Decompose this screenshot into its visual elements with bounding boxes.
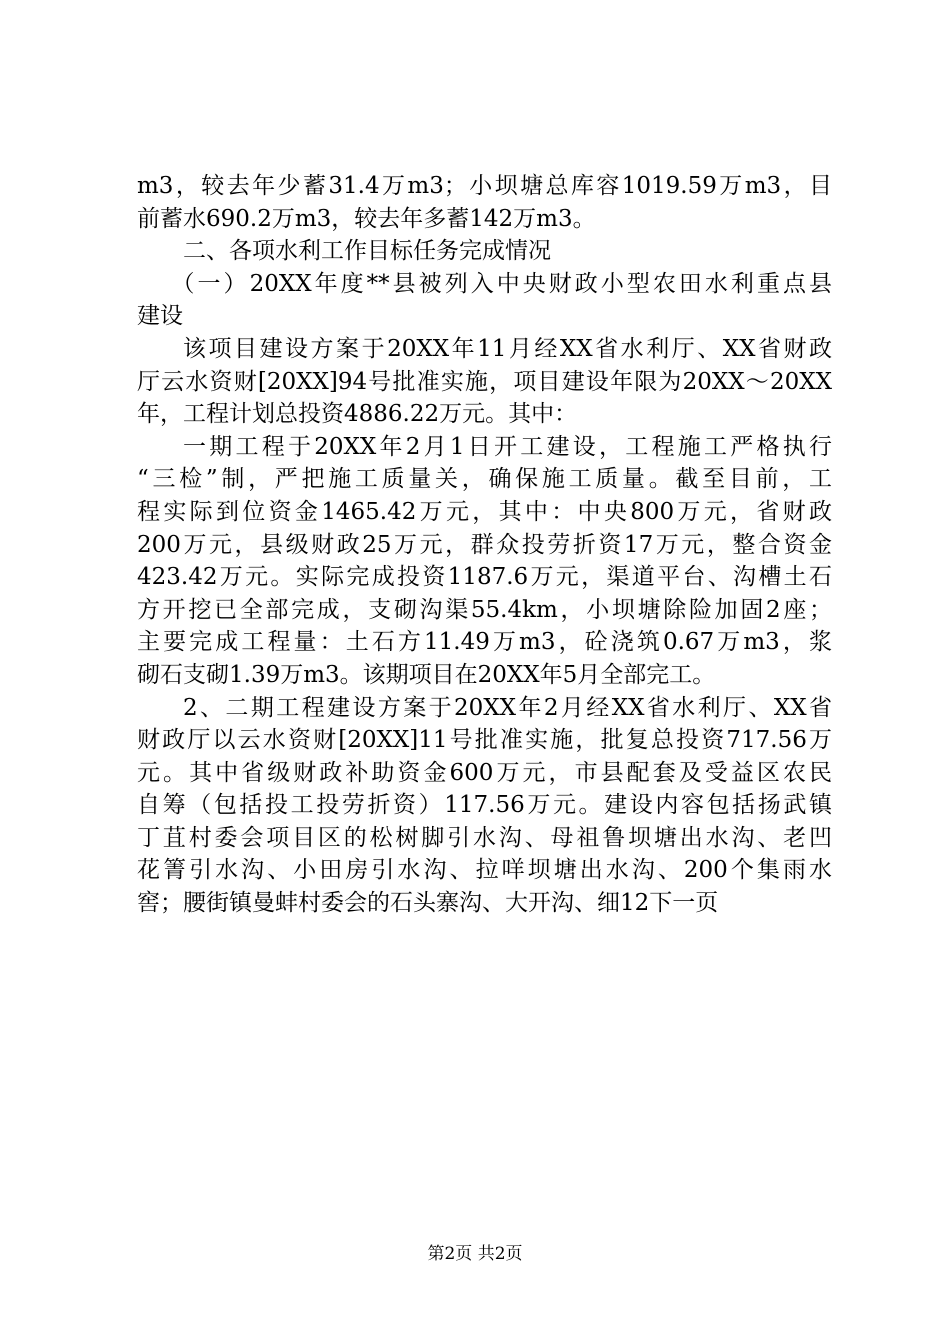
text-line: 财政厅以云水资财[20XX]11号批准实施，批复总投资717.56万 [137, 727, 832, 754]
text-line: 花箐引水沟、小田房引水沟、拉咩坝塘出水沟、200个集雨水 [137, 857, 832, 884]
text-line: 主要完成工程量：土石方11.49万m3，砼浇筑0.67万m3，浆 [137, 629, 832, 656]
text-line: 方开挖已全部完成，支砌沟渠55.4km，小坝塘除险加固2座； [137, 596, 832, 623]
text-line: 厅云水资财[20XX]94号批准实施，项目建设年限为20XX～20XX [137, 368, 832, 395]
text-line: 自筹（包括投工投劳折资）117.56万元。建设内容包括扬武镇 [137, 792, 832, 819]
text-line: 丁苴村委会项目区的松树脚引水沟、母祖鲁坝塘出水沟、老凹 [137, 824, 832, 851]
text-line: 程实际到位资金1465.42万元，其中：中央800万元，省财政 [137, 498, 832, 525]
text-line: 砌石支砌1.39万m3。该期项目在20XX年5月全部完工。 [137, 661, 716, 688]
text-line: 元。其中省级财政补助资金600万元，市县配套及受益区农民 [137, 759, 832, 786]
text-line: 2、二期工程建设方案于20XX年2月经XX省水利厅、XX省 [183, 694, 832, 721]
text-line: 200万元，县级财政25万元，群众投劳折资17万元，整合资金 [137, 531, 832, 558]
text-line: 423.42万元。实际完成投资1187.6万元，渠道平台、沟槽土石 [137, 564, 832, 591]
text-line: 前蓄水690.2万m3，较去年多蓄142万m3。 [137, 205, 596, 232]
text-line: 该项目建设方案于20XX年11月经XX省水利厅、XX省财政 [183, 335, 832, 362]
page-footer: 第2页 共2页 [427, 1244, 523, 1264]
text-line: 建设 [137, 303, 183, 330]
text-line: （一）20XX年度**县被列入中央财政小型农田水利重点县 [171, 270, 832, 297]
text-line: 窖；腰街镇曼蚌村委会的石头寨沟、大开沟、细12下一页 [137, 890, 719, 917]
document-body [137, 170, 832, 920]
text-line: “三检”制，严把施工质量关，确保施工质量。截至目前，工 [137, 466, 832, 493]
text-line: 一期工程于20XX年2月1日开工建设，工程施工严格执行 [183, 433, 832, 460]
text-line: 二、各项水利工作目标任务完成情况 [183, 238, 551, 265]
text-line: 年，工程计划总投资4886.22万元。其中： [137, 401, 578, 428]
text-line: m3，较去年少蓄31.4万m3；小坝塘总库容1019.59万m3，目 [137, 173, 832, 199]
